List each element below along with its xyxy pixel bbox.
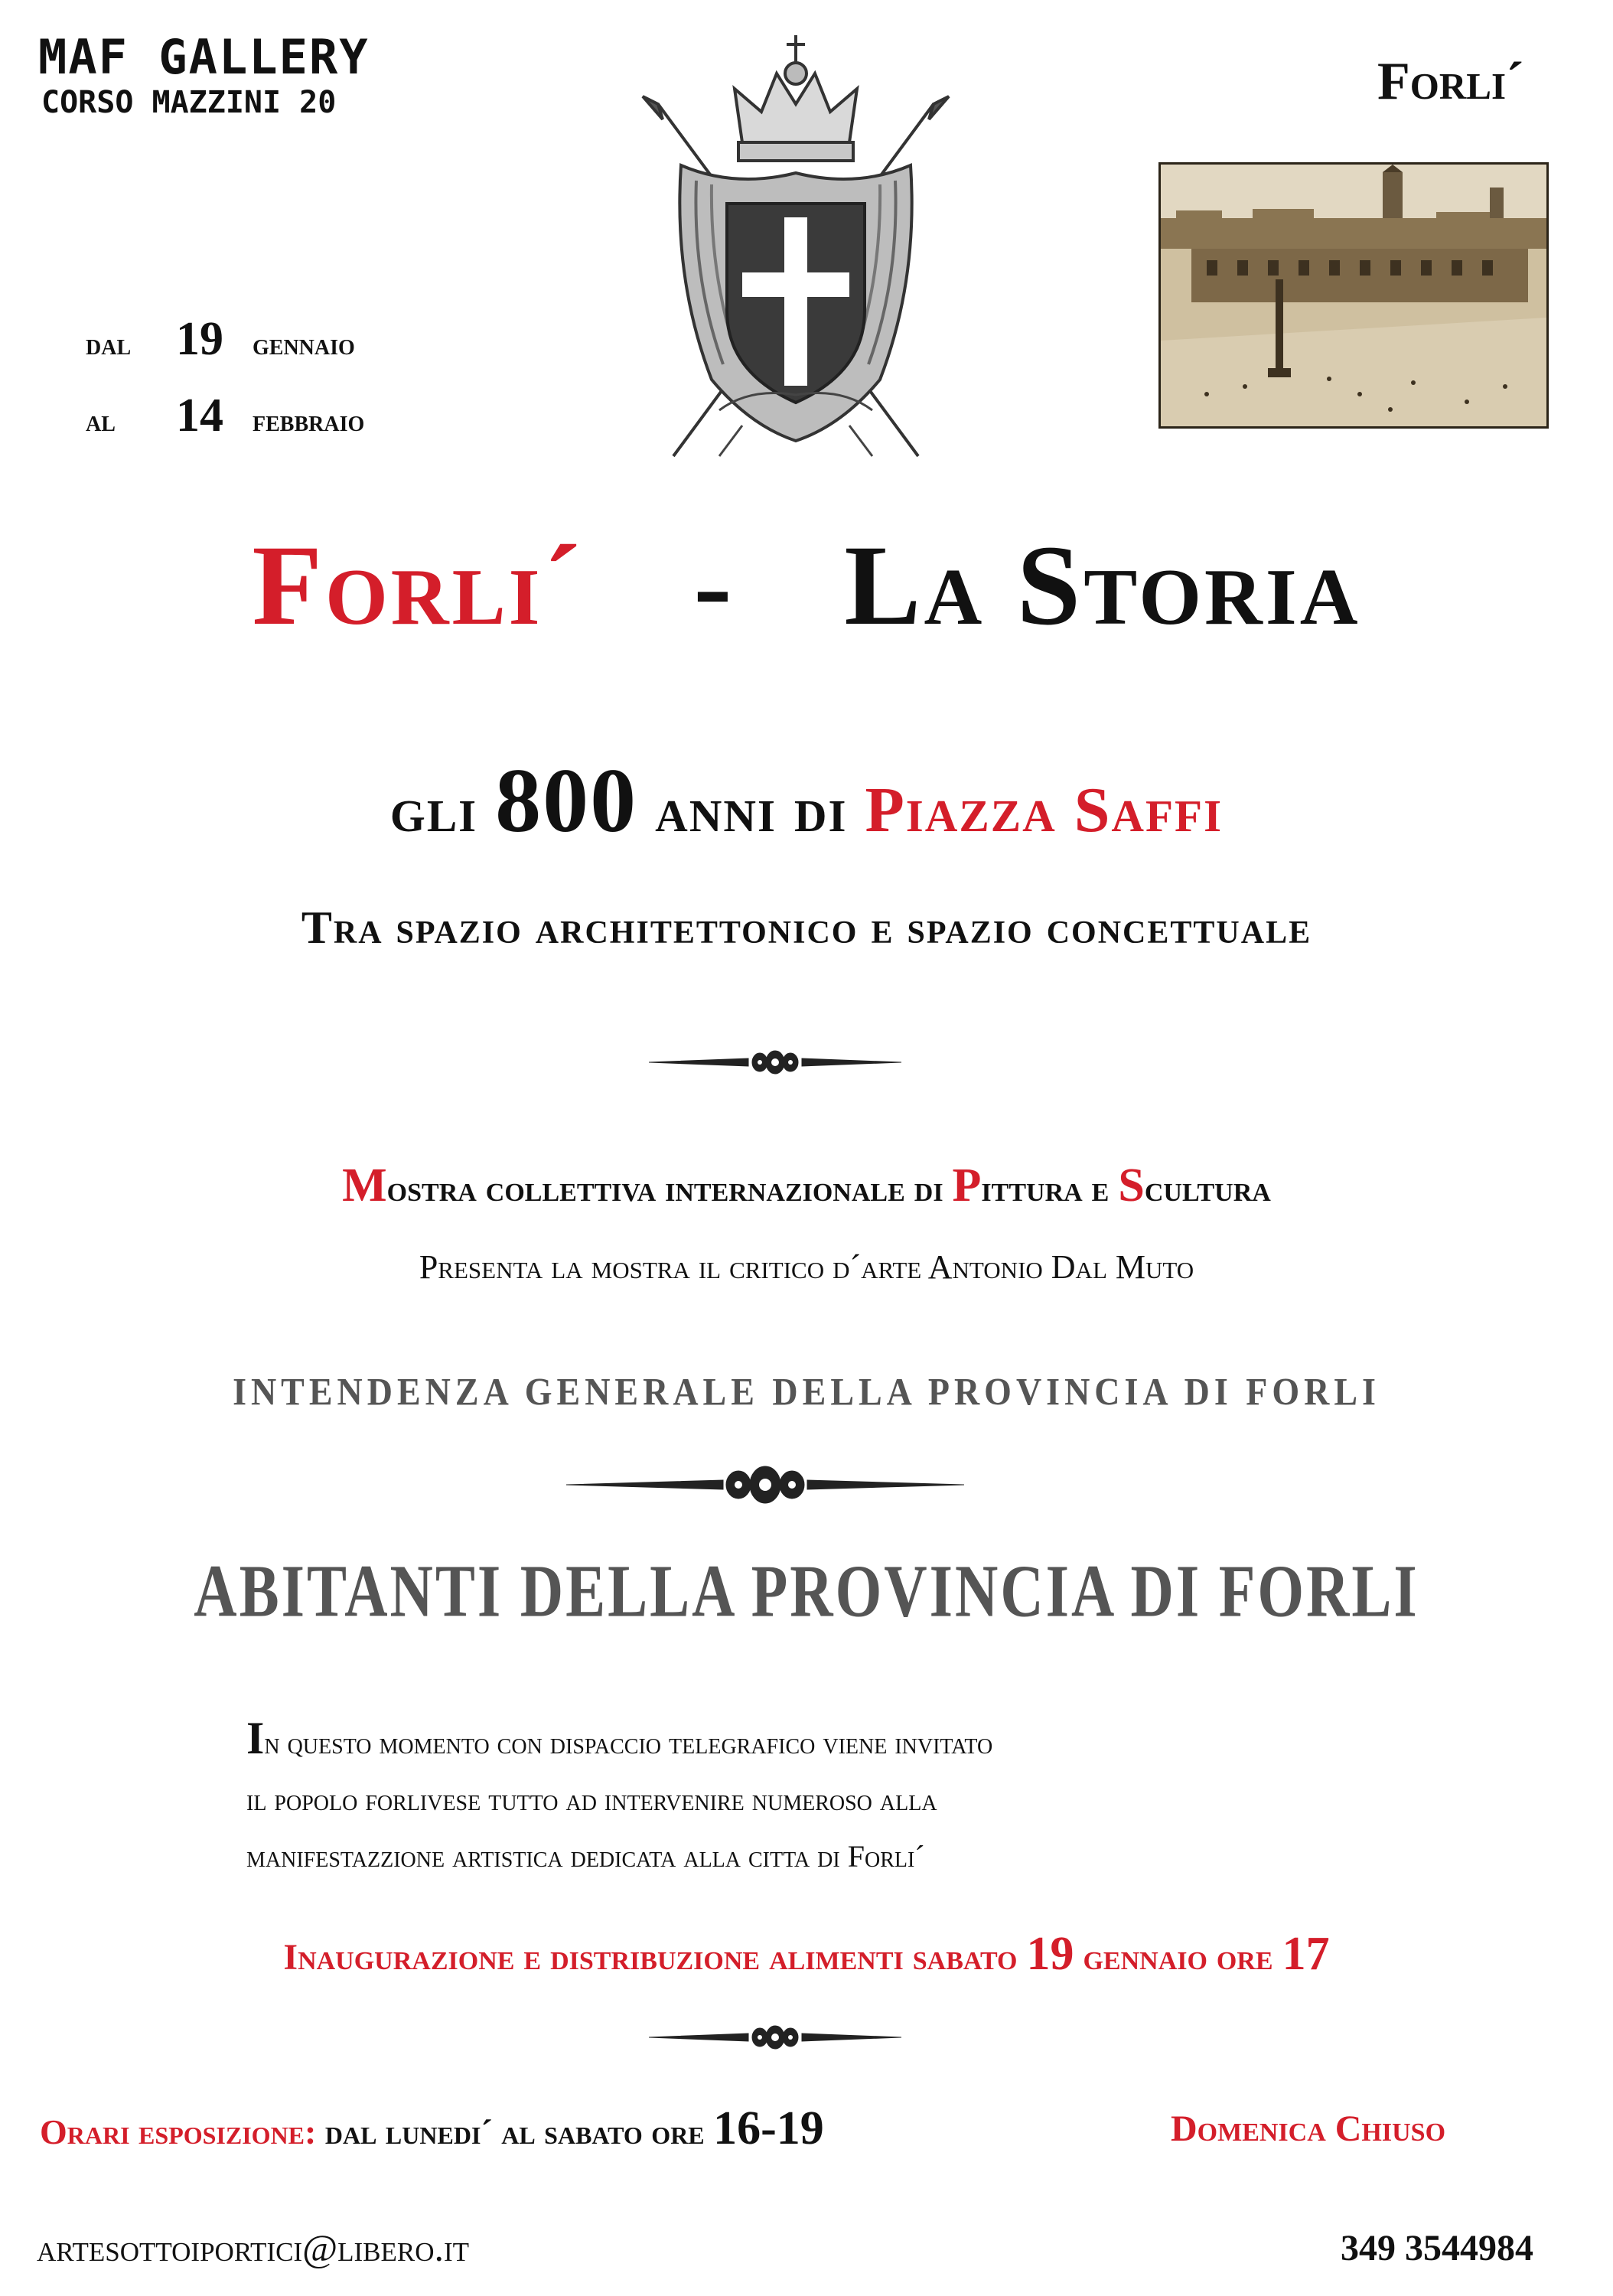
announcement-line-2: il popolo forlivese tutto ad intervenire numeroso alla (246, 1782, 937, 1817)
gallery-address: CORSO MAZZINI 20 (41, 85, 337, 120)
announcement-text (246, 1710, 1394, 1885)
contact-email[interactable]: artesottoiportici@libero.it (37, 2226, 470, 2269)
hours-text: dal lunedi´ al sabato ore (324, 2112, 705, 2151)
exhibition-part-2: P (952, 1159, 982, 1212)
date-from (86, 315, 355, 363)
ornamental-divider-icon (566, 1462, 964, 1511)
date-from-day: 19 (176, 313, 223, 365)
exhibition-part-1: ostra collettiva internazionale di (386, 1169, 953, 1209)
inauguration-month: gennaio ore (1083, 1937, 1273, 1978)
date-to-day: 14 (176, 390, 223, 442)
hours-time: 16-19 (713, 2102, 824, 2154)
exhibition-line (0, 1159, 1613, 1212)
sunday-closed: Domenica Chiuso (1171, 2108, 1446, 2149)
subtitle-prefix: gli (389, 775, 478, 846)
date-from-month: gennaio (253, 327, 355, 361)
exhibition-part-4: S (1118, 1159, 1145, 1212)
announcement-initial: I (246, 1713, 265, 1763)
date-to-month: febbraio (253, 403, 365, 438)
decree-heading: INTENDENZA GENERALE DELLA PROVINCIA DI FORLI (233, 1370, 1380, 1414)
title-dash: - (693, 522, 735, 649)
presenter-line: Presenta la mostra il critico d´arte Antonio Dal Muto (419, 1248, 1194, 1286)
ornamental-divider-icon (649, 2022, 901, 2056)
title-city: Forli´ (252, 522, 585, 649)
inauguration-line (0, 1930, 1613, 1978)
subtitle-number: 800 (495, 749, 638, 851)
coat-of-arms-icon (627, 28, 964, 471)
exhibition-part-3: ittura e (981, 1169, 1119, 1209)
date-to-word: al (86, 403, 116, 438)
announcement-line-1-text: n questo momento con dispaccio telegrafico viene invitato (264, 1726, 993, 1760)
inauguration-day: 19 (1026, 1928, 1074, 1980)
exhibition-part-5: cultura (1144, 1169, 1271, 1209)
exhibition-part-0: M (342, 1159, 387, 1212)
tagline: Tra spazio architettonico e spazio concettuale (301, 902, 1312, 953)
inauguration-hour: 17 (1282, 1928, 1330, 1980)
inauguration-text: Inaugurazione e distribuzione alimenti sabato (283, 1937, 1018, 1978)
main-title (0, 522, 1613, 649)
announcement-line-3: manifestazzione artistica dedicata alla citta di Forli´ (246, 1839, 925, 1874)
gallery-name: MAF GALLERY (38, 29, 370, 85)
piazza-engraving-image (1158, 162, 1549, 429)
subtitle (0, 749, 1613, 851)
decree-title: ABITANTI DELLA PROVINCIA DI FORLI (194, 1549, 1419, 1632)
city-name: Forli´ (1377, 52, 1524, 111)
date-from-word: dal (86, 327, 132, 361)
subtitle-middle: anni di (655, 775, 848, 846)
contact-phone[interactable]: 349 3544984 (1341, 2228, 1533, 2268)
date-to (86, 390, 365, 442)
title-rest: La Storia (844, 522, 1361, 649)
subtitle-place: Piazza Saffi (865, 775, 1224, 846)
ornamental-divider-icon (649, 1047, 901, 1081)
hours-label: Orari esposizione: (40, 2112, 317, 2151)
announcement-line-1 (246, 1710, 1394, 1772)
opening-hours (40, 2102, 824, 2154)
